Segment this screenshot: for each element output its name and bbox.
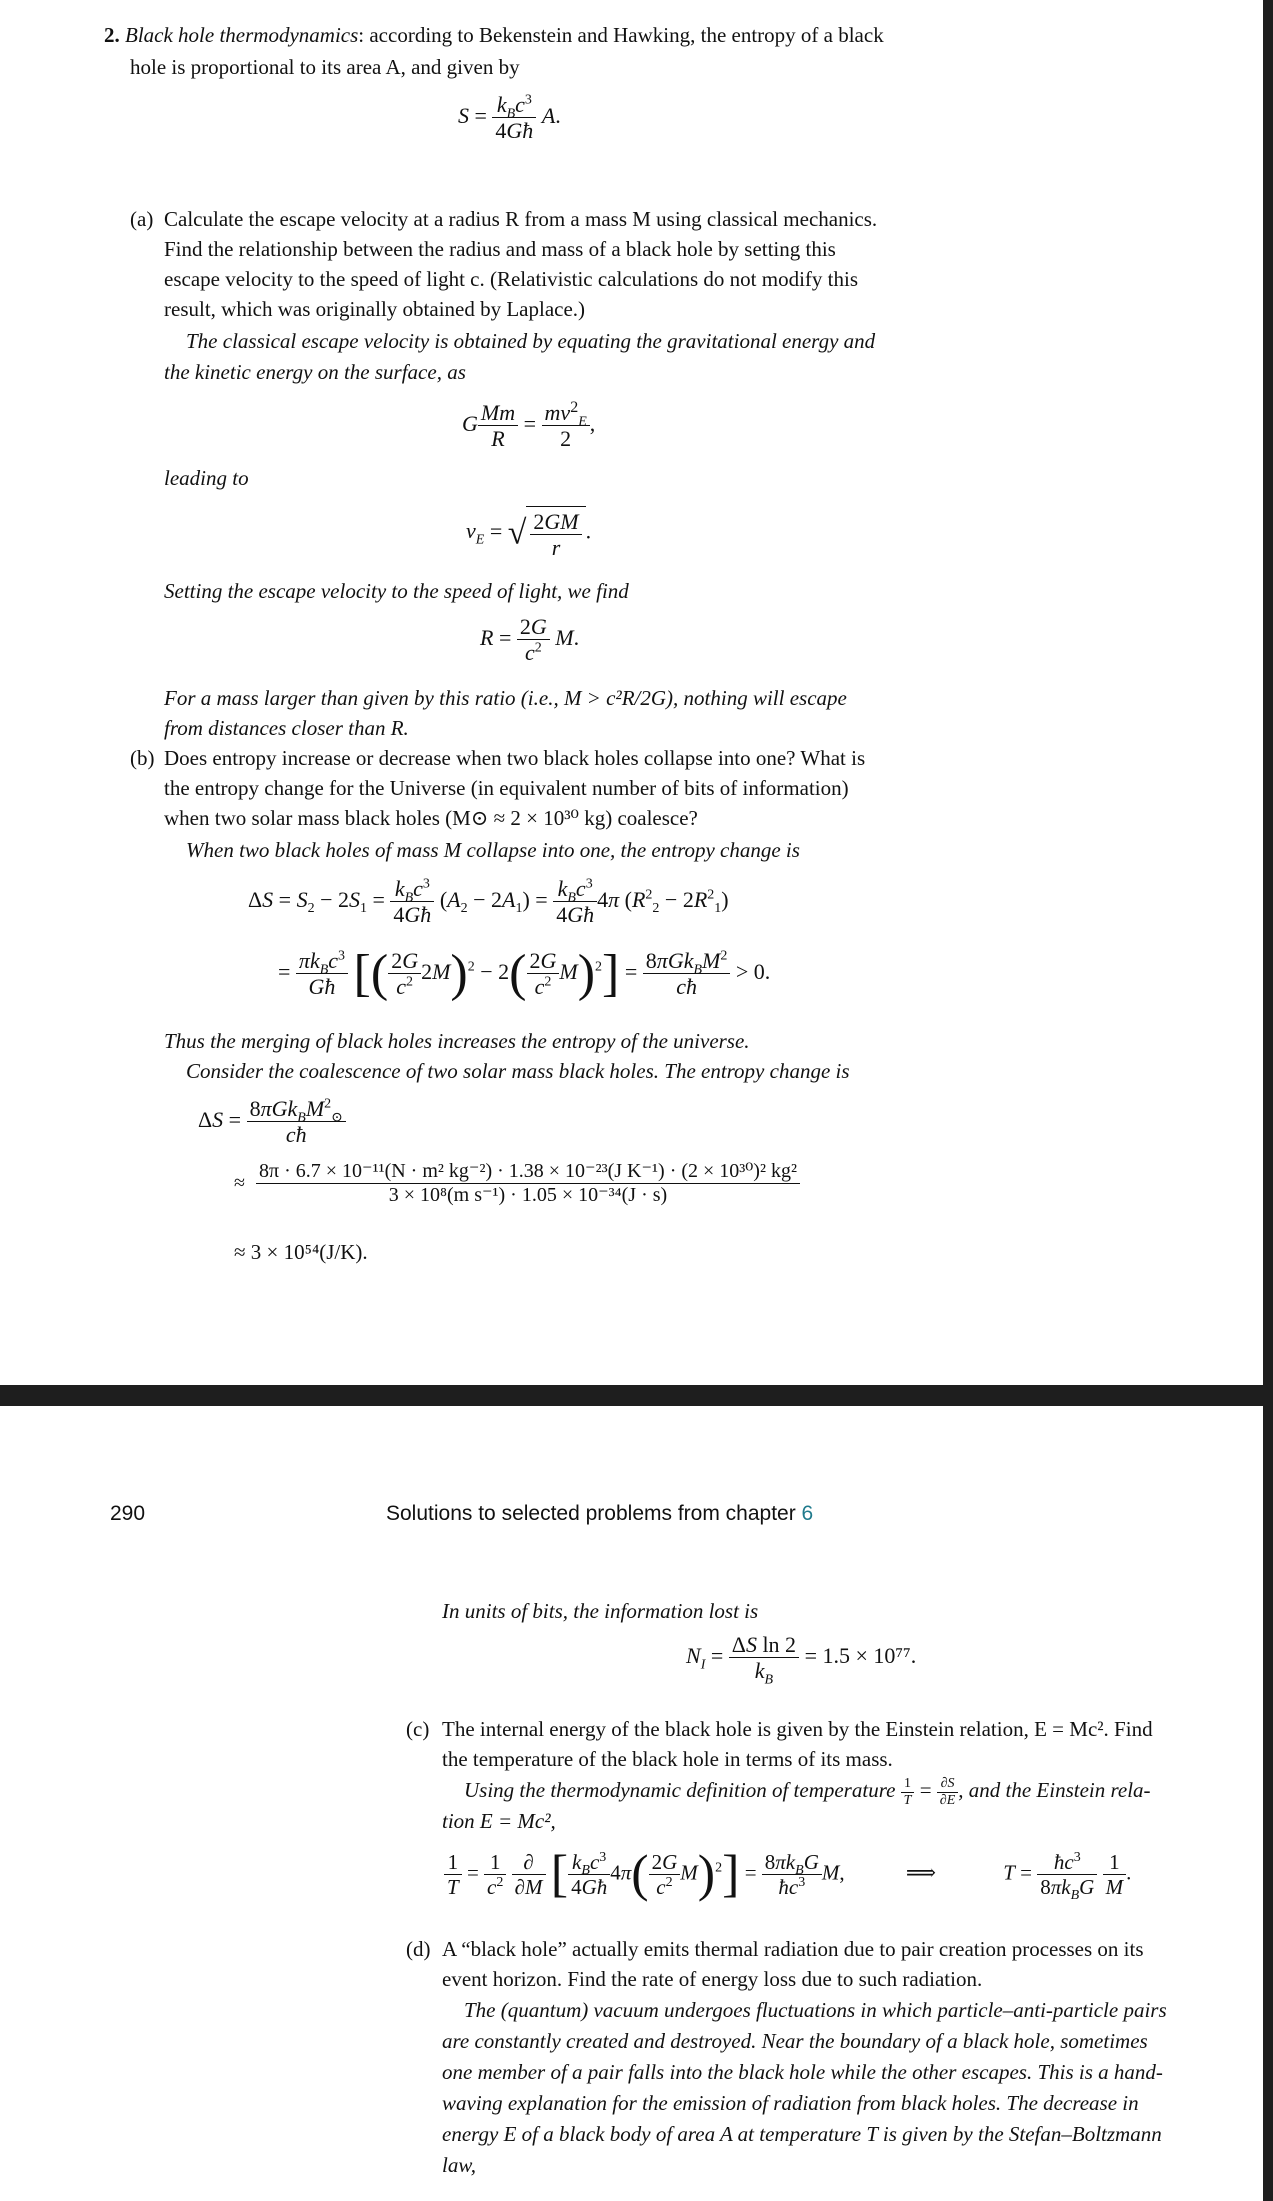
part-a-question-4: result, which was originally obtained by Laplace.) bbox=[164, 297, 586, 321]
part-a-question-3: escape velocity to the speed of light c. (Relativistic calculations do not modify this bbox=[164, 267, 858, 291]
mass-larger-2: from distances closer than R. bbox=[164, 716, 409, 740]
header-chapter: 6 bbox=[801, 1502, 814, 1525]
part-a-solution-1: The classical escape velocity is obtained by equating the gravitational energy and bbox=[186, 329, 876, 353]
page-bottom bbox=[0, 1406, 1263, 2201]
header-text: Solutions to selected problems from chapter bbox=[386, 1502, 802, 1525]
page-number: 290 bbox=[110, 1502, 146, 1525]
bits-equation: $N_I$ = $\frac{\text{ΔS ln 2}}{k_B}$ = 1.5 × 10⁷⁷. bbox=[686, 1632, 917, 1688]
part-b-question-1: Does entropy increase or decrease when two black holes collapse into one? What is bbox=[164, 746, 866, 770]
part-d-solution-3: one member of a pair falls into the black hole while the other escapes. This is a hand- bbox=[442, 2060, 1163, 2084]
mass-larger-1: For a mass larger than given by this ratio (i.e., M > c²R/2G), nothing will escape bbox=[164, 686, 847, 710]
numeric-evaluation: ≈ 8π · 6.7 × 10⁻¹¹(N · m² kg⁻²) · 1.38 × 10⁻²³(J K⁻¹) · (2 × 10³⁰)² kg² 3 × 10⁸(m s⁻¹) · 1.05 × 10⁻³⁴(J · s) bbox=[234, 1160, 800, 1207]
part-a-question-1: Calculate the escape velocity at a radius R from a mass M using classical mechanics. bbox=[164, 207, 878, 231]
part-d-solution-4: waving explanation for the emission of radiation from black holes. The decrease in bbox=[442, 2091, 1139, 2115]
schwarzschild-radius-equation: R = $\frac{2G}{c^2}$ M. bbox=[480, 614, 580, 666]
consider-coalescence: Consider the coalescence of two solar mass black holes. The entropy change is bbox=[186, 1059, 850, 1083]
entropy-change-equation-1: $\Delta S = S_2 - 2S_1$ = $\frac{k_Bc^3}{4Għ}$ $(A_2 - 2A_1)$ = $\frac{k_Bc^3}{4Għ}$ 4π $(R^2_2 - 2R^2_1)$ bbox=[248, 876, 729, 928]
part-a-solution-2: the kinetic energy on the surface, as bbox=[164, 360, 466, 384]
part-c-question-2: the temperature of the black hole in terms of its mass. bbox=[442, 1747, 893, 1771]
part-d-solution-1: The (quantum) vacuum undergoes fluctuations in which particle–anti-particle pairs bbox=[464, 1998, 1167, 2022]
problem-statement-line2: hole is proportional to its area A, and given by bbox=[130, 55, 520, 79]
part-b-question-3: when two solar mass black holes (M⊙ ≈ 2 × 10³⁰ kg) coalesce? bbox=[164, 806, 698, 830]
part-b-solution-1: When two black holes of mass M collapse into one, the entropy change is bbox=[186, 838, 800, 862]
running-header bbox=[386, 1502, 813, 1526]
part-d-label: (d) bbox=[406, 1937, 431, 1961]
part-c-solution-1b: , and the Einstein rela- bbox=[958, 1778, 1151, 1802]
setting-speed-of-light: Setting the escape velocity to the speed of light, we find bbox=[164, 579, 629, 603]
part-b-question-2: the entropy change for the Universe (in equivalent number of bits of information) bbox=[164, 776, 849, 800]
part-d-solution-2: are constantly created and destroyed. Near the boundary of a black hole, sometimes bbox=[442, 2029, 1148, 2053]
problem-number: 2. bbox=[104, 23, 120, 47]
part-d-question-1: A “black hole” actually emits thermal radiation due to pair creation processes on its bbox=[442, 1937, 1144, 1961]
part-c-question-1: The internal energy of the black hole is given by the Einstein relation, E = Mc². Find bbox=[442, 1717, 1153, 1741]
entropy-change-equation-2: = $\frac{\pi k_Bc^3}{Għ}$ [( $\frac{2G}{c^2}$ 2M)$^2$ − 2( $\frac{2G}{c^2}$ M)$^2$] = $\frac{8\pi Gk_BM^2}{cħ}$ > 0. bbox=[278, 944, 771, 1002]
energy-balance-equation: G $\frac{Mm}{R}$ = $\frac{mv^2_E}{2}$ , bbox=[462, 398, 596, 452]
problem-title: Black hole thermodynamics bbox=[125, 23, 359, 47]
part-c-label: (c) bbox=[406, 1717, 430, 1741]
bits-result: = 1.5 × 10⁷⁷. bbox=[804, 1642, 917, 1668]
bits-intro: In units of bits, the information lost is bbox=[442, 1599, 759, 1623]
numeric-numerator: 8π · 6.7 × 10⁻¹¹(N · m² kg⁻²) · 1.38 × 10⁻²³(J K⁻¹) · (2 × 10³⁰)² kg² bbox=[256, 1160, 800, 1184]
part-a-question-2: Find the relationship between the radius and mass of a black hole by setting this bbox=[164, 237, 836, 261]
numeric-denominator: 3 × 10⁸(m s⁻¹) · 1.05 × 10⁻³⁴(J · s) bbox=[388, 1184, 668, 1206]
entropy-result: ≈ 3 × 10⁵⁴(J/K). bbox=[234, 1240, 368, 1264]
temperature-equation: $\frac{1}{T}$ = $\frac{1}{c^2}$ $\frac{\partial}{\partial M}$ [ $\frac{k_Bc^3}{4Għ}$ 4π( $\frac{2G}{c^2}$ M)$^2$] = $\frac{8\pi k_BG}{ħc^3}$ M, ⟹ T = $\frac{ħc^3}{8\pi k_BG}$ $\frac{1}{M}$ . bbox=[444, 1850, 1131, 1899]
entropy-equation: S = $\frac{k_Bc^3}{4Għ}$ A. bbox=[458, 92, 561, 144]
part-b-label: (b) bbox=[130, 746, 155, 770]
solar-entropy-equation: ΔS = $\frac{8\pi Gk_BM^2_⊙}{cħ}$ bbox=[198, 1096, 346, 1148]
part-a-label: (a) bbox=[130, 207, 154, 231]
part-c-solution-1a: Using the thermodynamic definition of temperature bbox=[464, 1778, 896, 1802]
part-d-solution-5: energy E of a black body of area A at temperature T is given by the Stefan–Boltzmann bbox=[442, 2122, 1162, 2146]
escape-velocity-equation: $v_E$ = √ $\frac{2GM}{r}$ . bbox=[466, 506, 591, 561]
part-c-solution-2: tion E = Mc², bbox=[442, 1809, 556, 1833]
thus-merging: Thus the merging of black holes increases the entropy of the universe. bbox=[164, 1029, 750, 1053]
part-d-solution-6: law, bbox=[442, 2153, 477, 2177]
problem-intro: : according to Bekenstein and Hawking, the entropy of a black bbox=[358, 23, 884, 47]
problem-statement-line1 bbox=[104, 20, 884, 50]
leading-to: leading to bbox=[164, 466, 249, 490]
part-d-question-2: event horizon. Find the rate of energy loss due to such radiation. bbox=[442, 1967, 983, 1991]
part-c-solution-1: Using the thermodynamic definition of temperature $\frac{1}{T}$ = $\frac{\partial S}{\partial E}$ , and the Einstein rela- bbox=[464, 1775, 1151, 1808]
